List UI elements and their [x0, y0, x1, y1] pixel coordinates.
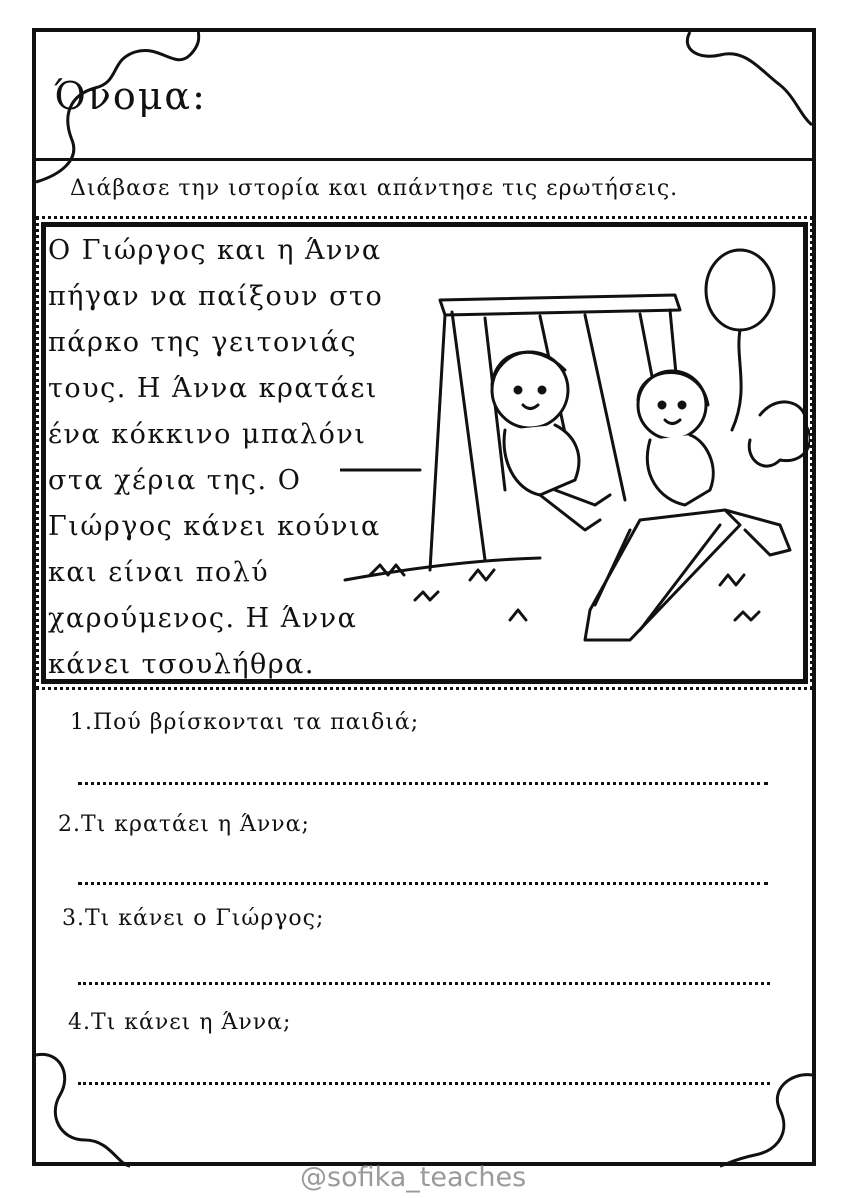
- story-line: κάνει τσουλήθρα.: [48, 649, 315, 680]
- story-line: τους. Η Άννα κρατάει: [48, 373, 378, 404]
- playground-illustration-icon: [340, 240, 810, 650]
- answer-line-4[interactable]: [78, 1082, 770, 1085]
- answer-line-3[interactable]: [78, 982, 770, 985]
- name-label: Όνομα:: [54, 74, 207, 118]
- watermark: @sofika_teaches: [300, 1162, 527, 1193]
- question-2: 2.Τι κρατάει η Άννα;: [58, 812, 310, 837]
- story-line: ένα κόκκινο μπαλόνι: [48, 419, 367, 450]
- question-3: 3.Τι κάνει ο Γιώργος;: [62, 906, 325, 931]
- instructions-text: Διάβασε την ιστορία και απάντησε τις ερωτήσεις.: [70, 176, 679, 201]
- question-4: 4.Τι κάνει η Άννα;: [68, 1010, 292, 1035]
- story-line: Ο Γιώργος και η Άννα: [48, 235, 382, 266]
- story-line: και είναι πολύ: [48, 557, 270, 588]
- story-line: στα χέρια της. Ο: [48, 465, 302, 496]
- story-line: χαρούμενος. Η Άννα: [48, 603, 358, 634]
- answer-line-2[interactable]: [78, 882, 768, 885]
- story-line: πήγαν να παίξουν στο: [48, 281, 384, 312]
- answer-line-1[interactable]: [78, 782, 768, 785]
- question-1: 1.Πού βρίσκονται τα παιδιά;: [70, 710, 420, 735]
- story-line: πάρκο της γειτονιάς: [48, 327, 358, 358]
- story-line: Γιώργος κάνει κούνια: [48, 511, 381, 542]
